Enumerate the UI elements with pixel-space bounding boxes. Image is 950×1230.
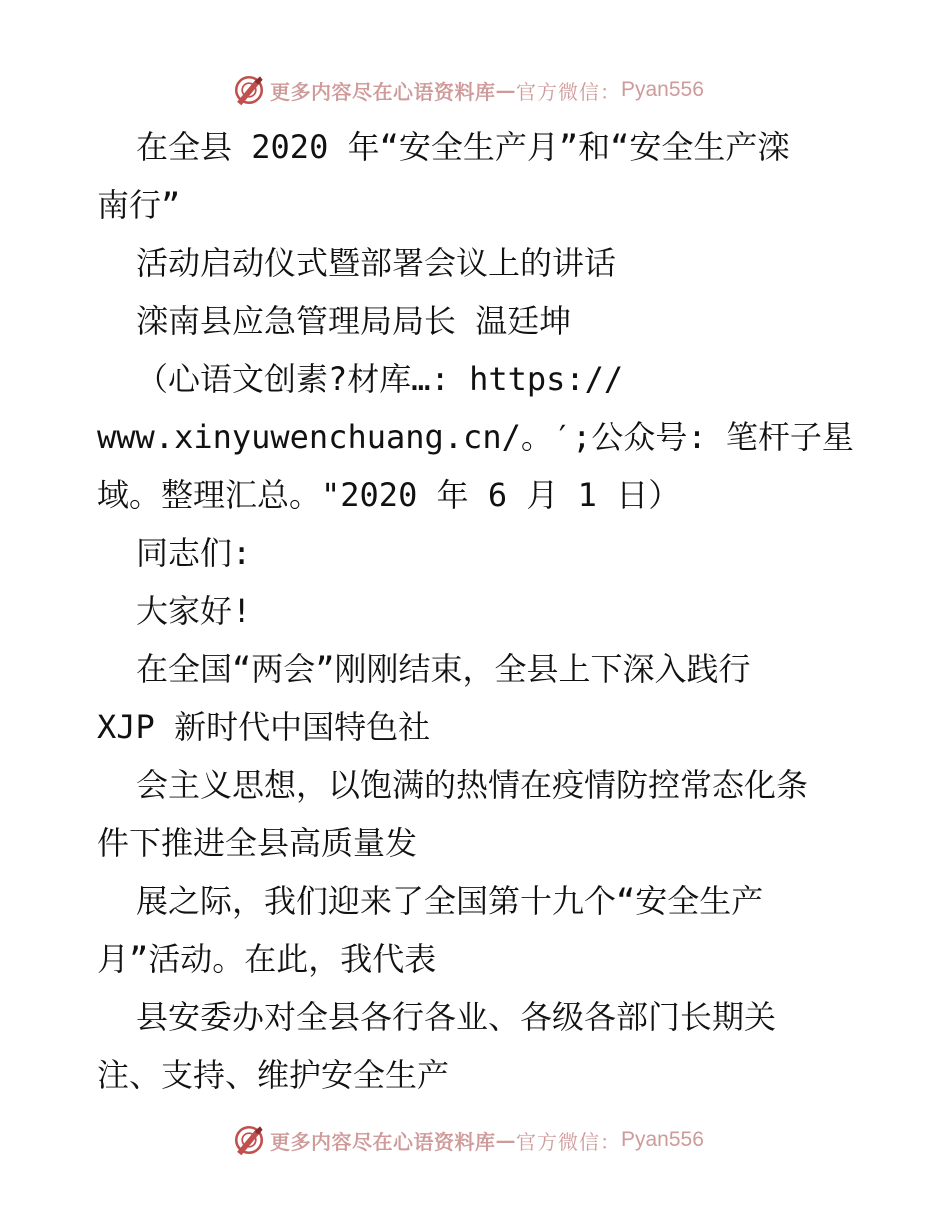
paragraph-line: XJP 新时代中国特色社 [97,708,431,746]
watermark-dash: — [495,78,516,102]
watermark-wechat-label: 官方微信： [516,79,621,104]
watermark-wechat-label: 官方微信： [516,1129,621,1154]
document-body [97,118,867,1104]
paragraph-line: 月”活动。在此，我代表 [97,940,437,978]
watermark-brand-text: 更多内容尽在心语资料库 [270,79,496,104]
paragraph-line: 会主义思想，以饱满的热情在疫情防控常态化条 [136,766,809,804]
pen-logo-icon [232,1123,266,1157]
salutation-line: 同志们: [136,534,252,572]
paragraph-line: 县安委办对全县各行各业、各级各部门长期关 [136,998,777,1036]
paragraph-line: 注、支持、维护安全生产 [97,1056,450,1094]
paragraph-line: 在全国“两会”刚刚结束，全县上下深入践行 [136,650,751,688]
watermark-wechat-id: Pyan556 [621,1128,704,1151]
pen-logo-icon [232,73,266,107]
footer-watermark [232,1120,704,1160]
source-note-line-3: 域。整理汇总。"2020 年 6 月 1 日） [97,476,681,514]
title-line-1: 在全县 2020 年“安全生产月”和“安全生产滦 [136,128,790,166]
watermark-wechat-id: Pyan556 [621,78,704,101]
title-line-2: 南行” [97,186,181,224]
watermark-dash: — [495,1128,516,1152]
author-line: 滦南县应急管理局局长 温廷坤 [136,302,572,340]
subtitle-line: 活动启动仪式暨部署会议上的讲话 [136,244,617,282]
watermark-brand-text: 更多内容尽在心语资料库 [270,1129,496,1154]
greeting-line: 大家好! [136,592,252,630]
header-watermark [232,70,704,110]
source-note-line-2: www.xinyuwenchuang.cn/。′;公众号: 笔杆子星 [97,418,854,456]
paragraph-line: 件下推进全县高质量发 [97,824,418,862]
paragraph-line: 展之际，我们迎来了全国第十九个“安全生产 [136,882,764,920]
source-note-line-1: （心语文创素?材库…: https:// [136,360,624,398]
